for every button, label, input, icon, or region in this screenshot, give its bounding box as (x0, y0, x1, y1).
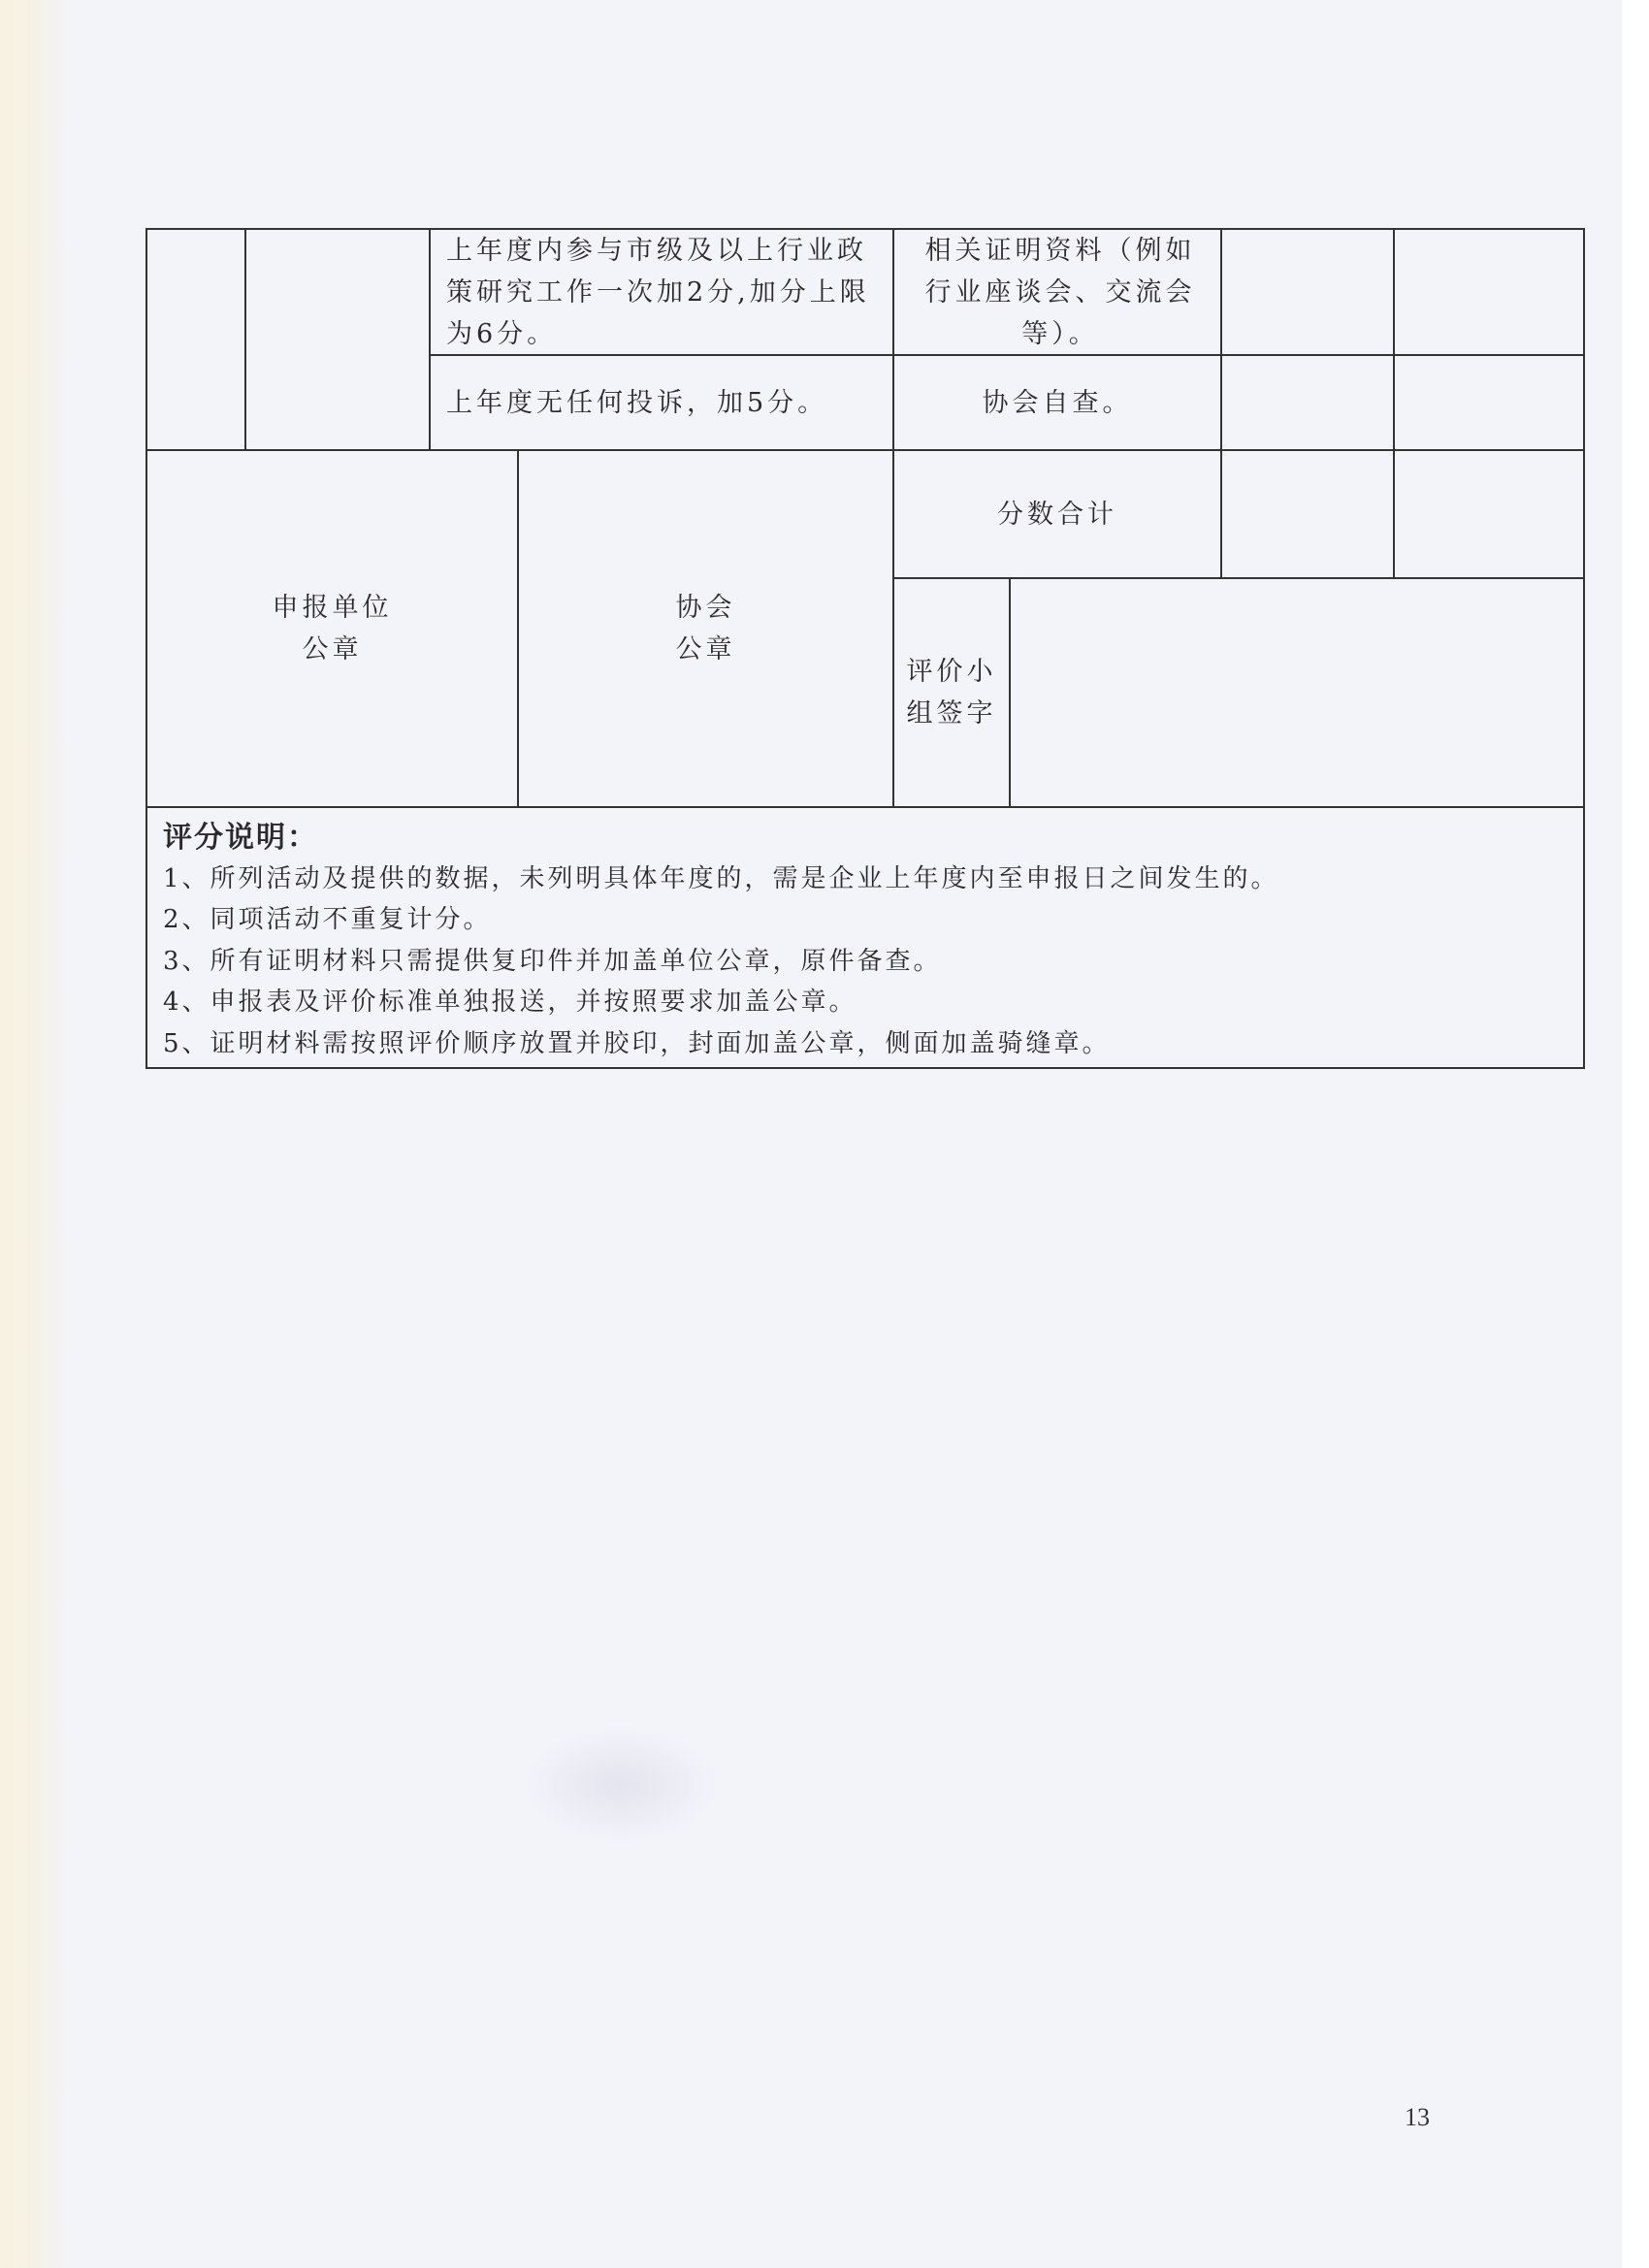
association-seal-cell (519, 451, 892, 806)
association-seal-label-line2: 公章 (675, 634, 736, 664)
score-total-label (894, 451, 1220, 577)
evidence-policy-research-text: 相关证明资料（例如行业座谈会、交流会等）。 (924, 235, 1196, 349)
page-number: 13 (1405, 2103, 1430, 2131)
scoring-note-3: 3、所有证明材料只需提供复印件并加盖单位公章，原件备查。 (163, 947, 942, 976)
assessed-score-total (1395, 451, 1583, 577)
criterion-policy-research-text: 上年度内参与市级及以上行业政策研究工作一次加2分,加分上限为6分。 (446, 236, 870, 349)
evidence-no-complaints (894, 356, 1220, 449)
scoring-note-5: 5、证明材料需按照评价顺序放置并胶印，封面加盖公章，侧面加盖骑缝章。 (163, 1029, 1111, 1058)
association-seal-label-line1: 协会 (675, 593, 736, 623)
panel-signature-label-line1: 评价小 (906, 657, 997, 687)
score-total-text: 分数合计 (997, 499, 1117, 530)
applicant-seal-label-line1: 申报单位 (272, 593, 393, 623)
scoring-note-2: 2、同项活动不重复计分。 (163, 905, 492, 934)
scoring-note-1: 1、所列活动及提供的数据，未列明具体年度的，需是企业上年度内至申报日之间发生的。 (163, 864, 1279, 893)
scoring-notes-title: 评分说明： (163, 821, 318, 855)
panel-signature-label-line2: 组签字 (906, 698, 997, 729)
self-score-no-complaints (1222, 356, 1393, 449)
self-score-policy-research (1222, 230, 1393, 354)
paper-smudge (524, 1727, 718, 1843)
evaluation-table (146, 228, 1585, 1069)
applicant-seal-label-line2: 公章 (302, 634, 363, 664)
scoring-note-4: 4、申报表及评价标准单独报送，并按照要求加盖公章。 (163, 988, 857, 1017)
applicant-seal-cell (147, 451, 517, 806)
criterion-policy-research (446, 230, 883, 354)
panel-signature-label (894, 579, 1009, 806)
assessed-score-policy-research (1395, 230, 1583, 354)
panel-signature-field (1011, 579, 1583, 806)
assessed-score-no-complaints (1395, 356, 1583, 449)
evidence-policy-research (902, 230, 1218, 354)
paper-edge-shadow (0, 0, 68, 2268)
criterion-no-complaints (446, 356, 890, 449)
evidence-no-complaints-text: 协会自查。 (982, 387, 1133, 418)
self-score-total (1222, 451, 1393, 577)
criterion-no-complaints-text: 上年度无任何投诉，加5分。 (446, 387, 828, 418)
scan-margin (1622, 0, 1649, 2268)
